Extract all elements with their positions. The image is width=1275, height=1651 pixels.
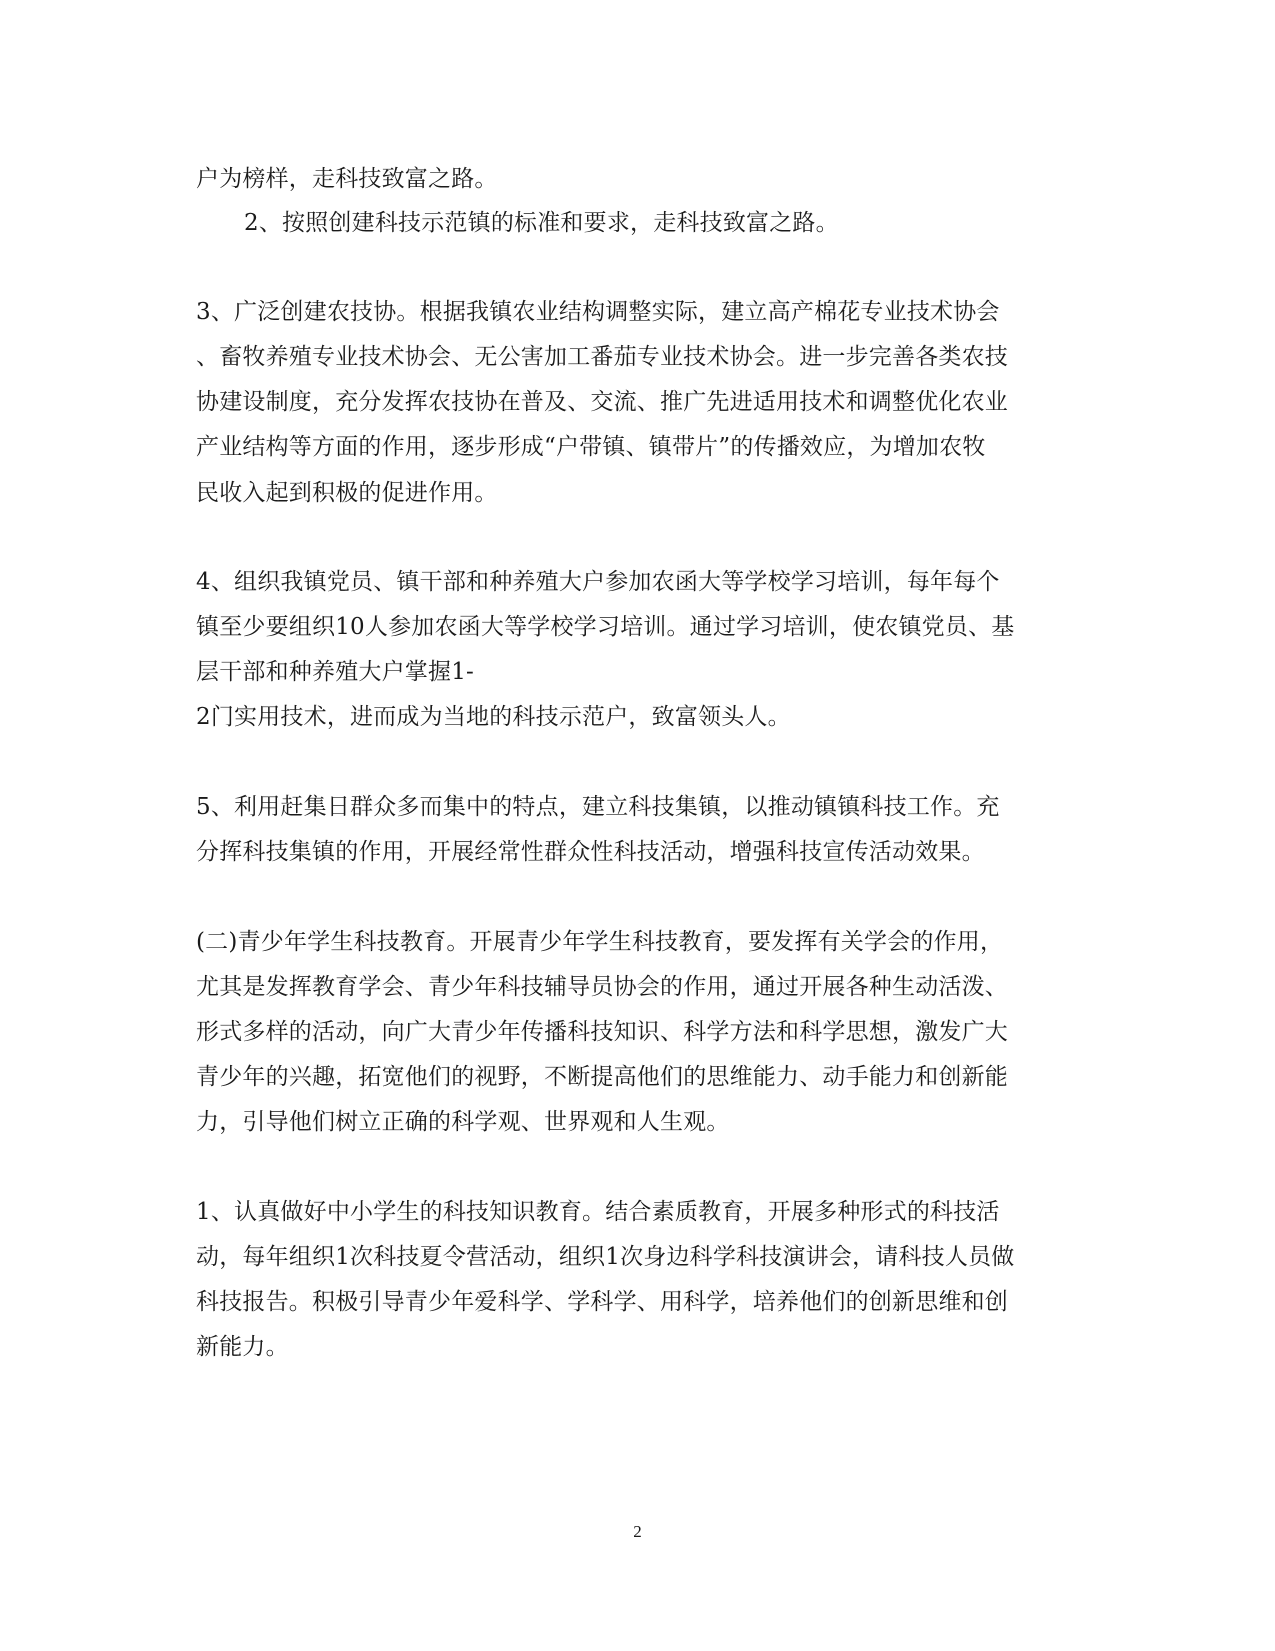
text-line: 3、广泛创建农技协。根据我镇农业结构调整实际，建立高产棉花专业技术协会 — [196, 299, 1000, 325]
text-line: 分挥科技集镇的作用，开展经常性群众性科技活动，增强科技宣传活动效果。 — [196, 839, 985, 865]
text-line: 1、认真做好中小学生的科技知识教育。结合素质教育，开展多种形式的科技活 — [196, 1199, 1000, 1225]
text-line: 协建设制度，充分发挥农技协在普及、交流、推广先进适用技术和调整优化农业 — [196, 389, 1008, 415]
text-line: 新能力。 — [196, 1334, 289, 1360]
text-line: 、畜牧养殖专业技术协会、无公害加工番茄专业技术协会。进一步完善各类农技 — [196, 344, 1008, 370]
text-line: 户为榜样，走科技致富之路。 — [196, 166, 498, 192]
text-line: 民收入起到积极的促进作用。 — [196, 480, 498, 506]
text-line: (二)青少年学生科技教育。开展青少年学生科技教育，要发挥有关学会的作用， — [196, 929, 1004, 955]
text-line: 青少年的兴趣，拓宽他们的视野，不断提高他们的思维能力、动手能力和创新能 — [196, 1064, 1008, 1090]
page-number: 2 — [633, 1522, 642, 1541]
text-line: 力，引导他们树立正确的科学观、世界观和人生观。 — [196, 1109, 730, 1135]
text-line: 产业结构等方面的作用，逐步形成“户带镇、镇带片”的传播效应，为增加农牧 — [196, 434, 986, 460]
text-line: 层干部和种养殖大户掌握1- — [196, 659, 475, 685]
text-line: 5、利用赶集日群众多而集中的特点，建立科技集镇，以推动镇镇科技工作。充 — [196, 794, 1000, 820]
text-line: 4、组织我镇党员、镇干部和种养殖大户参加农函大等学校学习培训，每年每个 — [196, 569, 1000, 595]
text-line: 形式多样的活动，向广大青少年传播科技知识、科学方法和科学思想，激发广大 — [196, 1019, 1008, 1045]
text-line: 尤其是发挥教育学会、青少年科技辅导员协会的作用，通过开展各种生动活泼、 — [196, 974, 1008, 1000]
text-line: 科技报告。积极引导青少年爱科学、学科学、用科学，培养他们的创新思维和创 — [196, 1289, 1008, 1315]
text-line: 2门实用技术，进而成为当地的科技示范户，致富领头人。 — [196, 704, 791, 730]
text-line: 2、按照创建科技示范镇的标准和要求，走科技致富之路。 — [244, 210, 839, 236]
text-line: 镇至少要组织10人参加农函大等学校学习培训。通过学习培训，使农镇党员、基 — [196, 614, 1015, 640]
text-line: 动，每年组织1次科技夏令营活动，组织1次身边科学科技演讲会，请科技人员做 — [196, 1244, 1015, 1270]
